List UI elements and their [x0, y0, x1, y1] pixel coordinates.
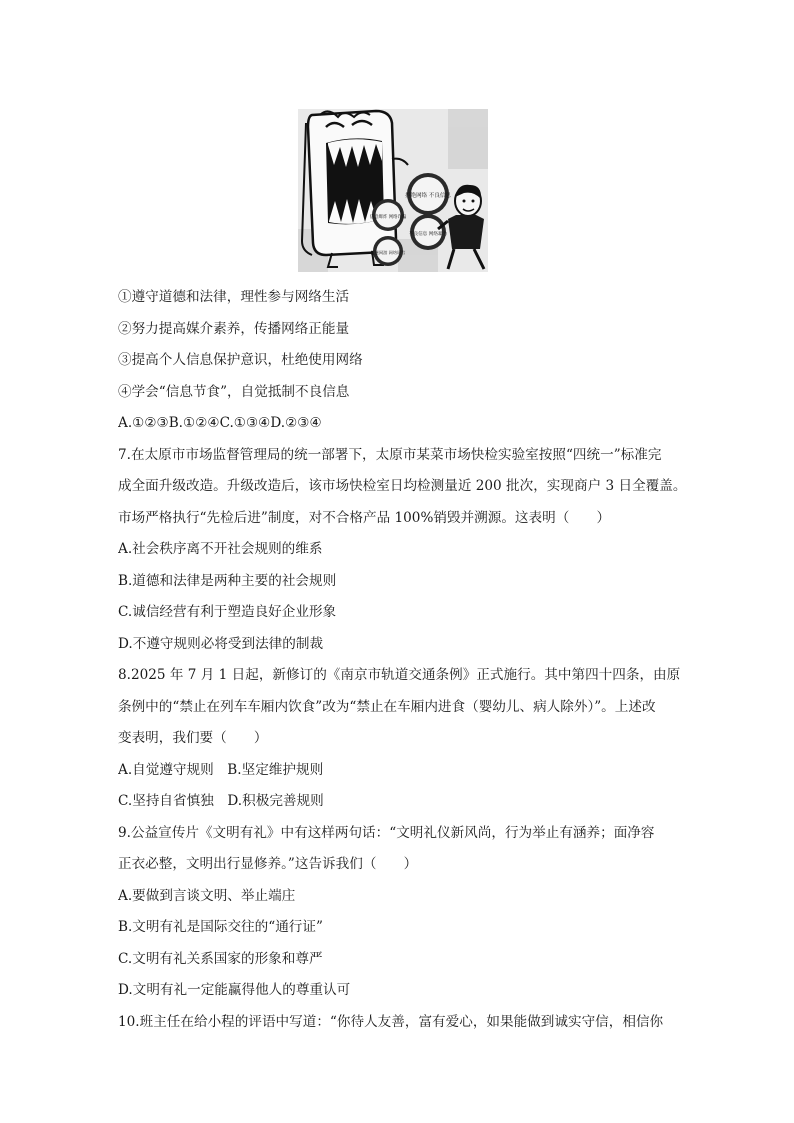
cartoon-illustration	[298, 109, 488, 272]
q8-options-ab: A.自觉遵守规则 B.坚定维护规则	[118, 761, 324, 778]
question-content	[118, 282, 686, 1038]
q9-option-d: D.文明有礼一定能赢得他人的尊重认可	[118, 982, 351, 998]
cartoon-svg	[298, 109, 488, 272]
q7-option-b: B.道德和法律是两种主要的社会规则	[118, 572, 337, 589]
q7-option-a: A.社会秩序离不开社会规则的维系	[118, 541, 323, 557]
q9-option-b: B.文明有礼是国际交往的“通行证”	[118, 919, 323, 935]
q9-option-a: A.要做到言谈文明、举止端庄	[118, 887, 296, 904]
q6-option-3: ③提高个人信息保护意识，杜绝使用网络	[118, 352, 363, 368]
q9-stem-line-1: 9.公益宣传片《文明有礼》中有这样两句话：“文明礼仪新风尚，行为举止有涵养；面净容	[118, 824, 655, 841]
q9-stem-line-2: 正衣必整，文明出行显修养。”这告诉我们（ ）	[118, 856, 418, 872]
q6-choices: A.①②③B.①②④C.①③④D.②③④	[118, 415, 322, 431]
bubble-3-text: 不良信息 网络暴力	[408, 232, 448, 237]
bubble-2-text: 信息爆炸 网络诈骗	[369, 215, 407, 220]
bubble-4-text: 沉迷网游 网络谣言	[370, 250, 406, 255]
q7-stem-line-2: 成全面升级改造。升级改造后，该市场快检室日均检测量近 200 批次，实现商户 3 日全覆盖。	[118, 478, 686, 494]
q6-option-4: ④学会“信息节食”，自觉抵制不良信息	[118, 383, 350, 400]
q6-option-2: ②努力提高媒介素养，传播网络正能量	[118, 320, 350, 337]
q7-stem-line-1: 7.在太原市市场监督管理局的统一部署下，太原市某菜市场快检实验室按照“四统一”标准完	[118, 446, 662, 463]
q8-stem-line-2: 条例中的“禁止在列车车厢内饮食”改为“禁止在车厢内进食（婴幼儿、病人除外）”。上述改	[118, 698, 656, 715]
bubble-1-text: 拒绝网络 不良信息	[405, 193, 451, 199]
q7-stem-line-3: 市场严格执行“先检后进”制度，对不合格产品 100%销毁并溯源。这表明（ ）	[118, 509, 611, 526]
q8-options-cd: C.坚持自省慎独 D.积极完善规则	[118, 793, 324, 809]
q8-stem-line-3: 变表明，我们要（ ）	[118, 730, 268, 746]
q9-option-c: C.文明有礼关系国家的形象和尊严	[118, 950, 323, 967]
q10-stem-line-1: 10.班主任在给小程的评语中写道：“你待人友善，富有爱心，如果能做到诚实守信，相信你	[118, 1013, 664, 1030]
q7-option-c: C.诚信经营有利于塑造良好企业形象	[118, 604, 337, 620]
q6-option-1: ①遵守道德和法律，理性参与网络生活	[118, 289, 350, 305]
q8-stem-line-1: 8.2025 年 7 月 1 日起，新修订的《南京市轨道交通条例》正式施行。其中第四十四条，由原	[118, 667, 681, 683]
q7-option-d: D.不遵守规则必将受到法律的制裁	[118, 635, 324, 652]
